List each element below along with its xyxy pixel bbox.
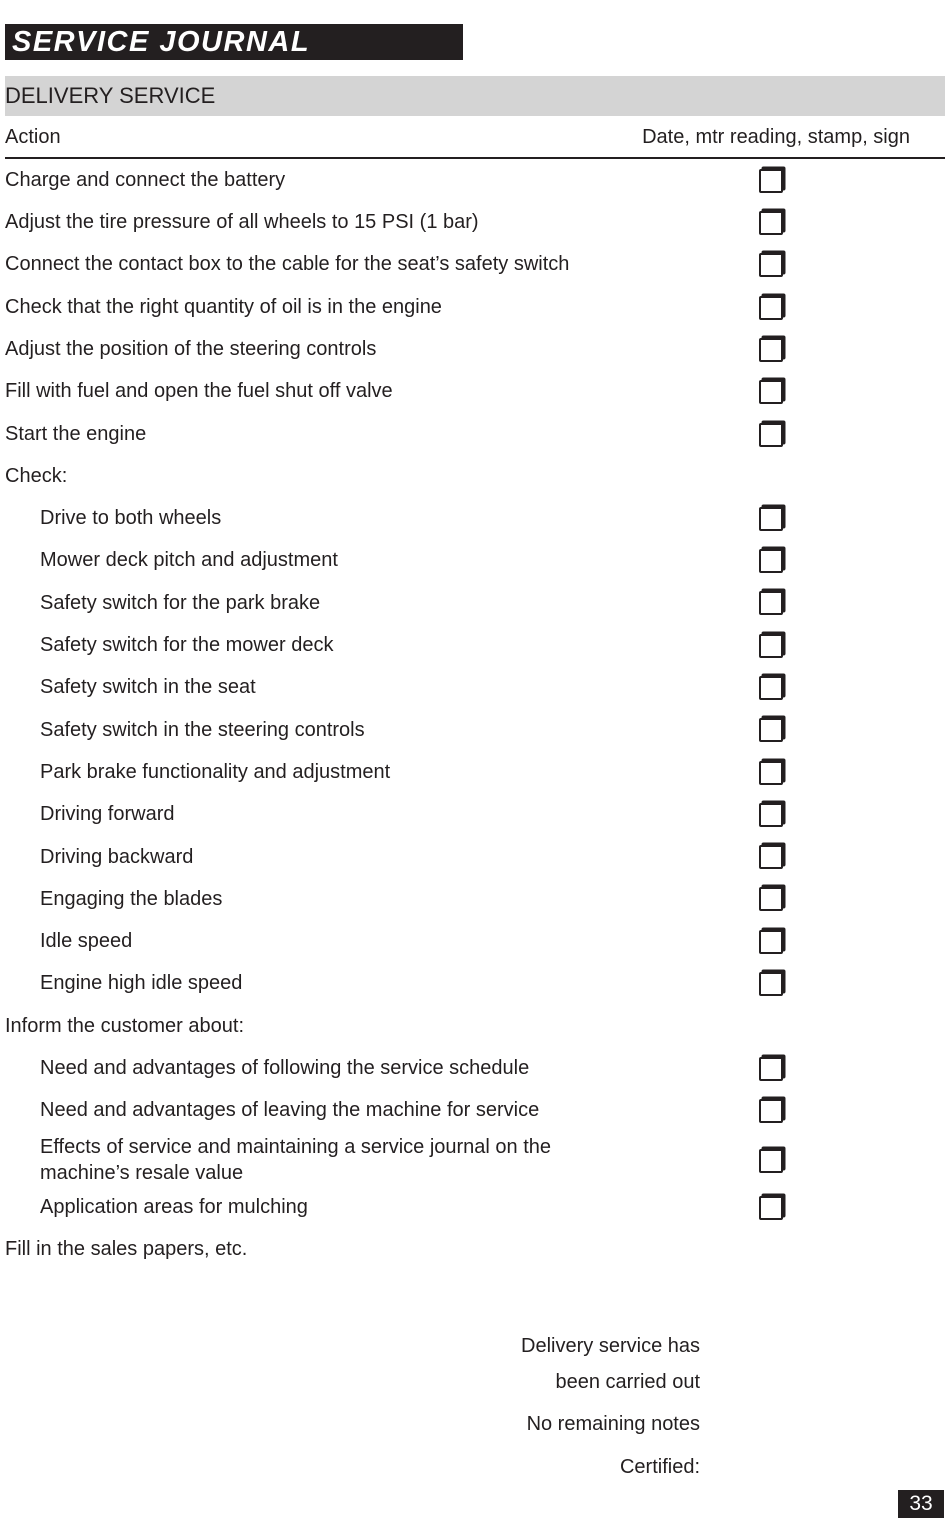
action-item-label: Fill with fuel and open the fuel shut off valve	[5, 380, 393, 402]
checkbox[interactable]	[759, 1057, 783, 1081]
sub-item-label: Safety switch for the park brake	[40, 592, 321, 614]
checkbox[interactable]	[759, 761, 783, 785]
date-column-header: Date, mtr reading, stamp, sign	[642, 126, 910, 148]
action-item-label: Adjust the position of the steering controls	[5, 338, 377, 360]
sub-item-label: Engaging the blades	[40, 888, 223, 910]
section-title: DELIVERY SERVICE	[5, 83, 216, 108]
action-item-label: Fill in the sales papers, etc.	[5, 1238, 248, 1260]
checkbox[interactable]	[759, 423, 783, 447]
action-item-label: Check:	[5, 465, 68, 487]
checkbox[interactable]	[759, 1099, 783, 1123]
checkbox[interactable]	[759, 380, 783, 404]
sub-item-label: Drive to both wheels	[40, 507, 222, 529]
sub-item-label: Application areas for mulching	[40, 1196, 308, 1218]
journal-title-bar	[5, 24, 463, 60]
checkbox[interactable]	[759, 591, 783, 615]
checkbox[interactable]	[759, 887, 783, 911]
checkbox[interactable]	[759, 803, 783, 827]
checkbox[interactable]	[759, 972, 783, 996]
signoff-certified-label: Certified:	[619, 1456, 700, 1478]
sub-item-label: Idle speed	[40, 930, 133, 952]
sub-item-label: Engine high idle speed	[40, 972, 243, 994]
checkbox[interactable]	[759, 296, 783, 320]
sub-item-label: Need and advantages of following the service schedule	[40, 1057, 530, 1079]
action-item-label: Inform the customer about:	[5, 1015, 245, 1037]
signoff-line-3: No remaining notes	[526, 1413, 700, 1435]
checkbox[interactable]	[759, 507, 783, 531]
action-item-label: Charge and connect the battery	[5, 169, 286, 191]
action-item-label: Adjust the tire pressure of all wheels to 15 PSI (1 bar)	[5, 211, 479, 233]
checkbox[interactable]	[759, 634, 783, 658]
sub-item-label: Driving forward	[40, 803, 175, 825]
action-column-header: Action	[5, 126, 61, 148]
checkbox[interactable]	[759, 549, 783, 573]
journal-title: SERVICE JOURNAL	[12, 26, 311, 58]
checkbox[interactable]	[759, 211, 783, 235]
checkbox[interactable]	[759, 169, 783, 193]
checkbox[interactable]	[759, 676, 783, 700]
sub-item-label: Safety switch in the steering controls	[40, 719, 365, 741]
checkbox[interactable]	[759, 1149, 783, 1173]
page-number: 33	[898, 1490, 944, 1518]
header-divider	[5, 157, 945, 159]
sub-item-label: Park brake functionality and adjustment	[40, 761, 391, 783]
action-item-label: Start the engine	[5, 423, 147, 445]
action-item-label: Check that the right quantity of oil is in the engine	[5, 296, 442, 318]
signoff-line-2: been carried out	[555, 1371, 700, 1393]
action-item-label: Connect the contact box to the cable for the seat’s safety switch	[5, 253, 570, 275]
sub-item-label: Mower deck pitch and adjustment	[40, 549, 338, 571]
sub-item-label: Safety switch for the mower deck	[40, 634, 334, 656]
sub-item-label: Need and advantages of leaving the machine for service	[40, 1099, 540, 1121]
signoff-line-1: Delivery service has	[521, 1335, 700, 1357]
checkbox[interactable]	[759, 718, 783, 742]
checkbox[interactable]	[759, 1196, 783, 1220]
section-header-bar	[5, 76, 945, 116]
sub-item-label: Effects of service and maintaining a service journal on the machine’s resale value	[40, 1136, 552, 1184]
sub-item-label: Driving backward	[40, 846, 194, 868]
checkbox[interactable]	[759, 338, 783, 362]
checkbox[interactable]	[759, 845, 783, 869]
checkbox[interactable]	[759, 930, 783, 954]
sub-item-label: Safety switch in the seat	[40, 676, 256, 698]
checkbox[interactable]	[759, 253, 783, 277]
